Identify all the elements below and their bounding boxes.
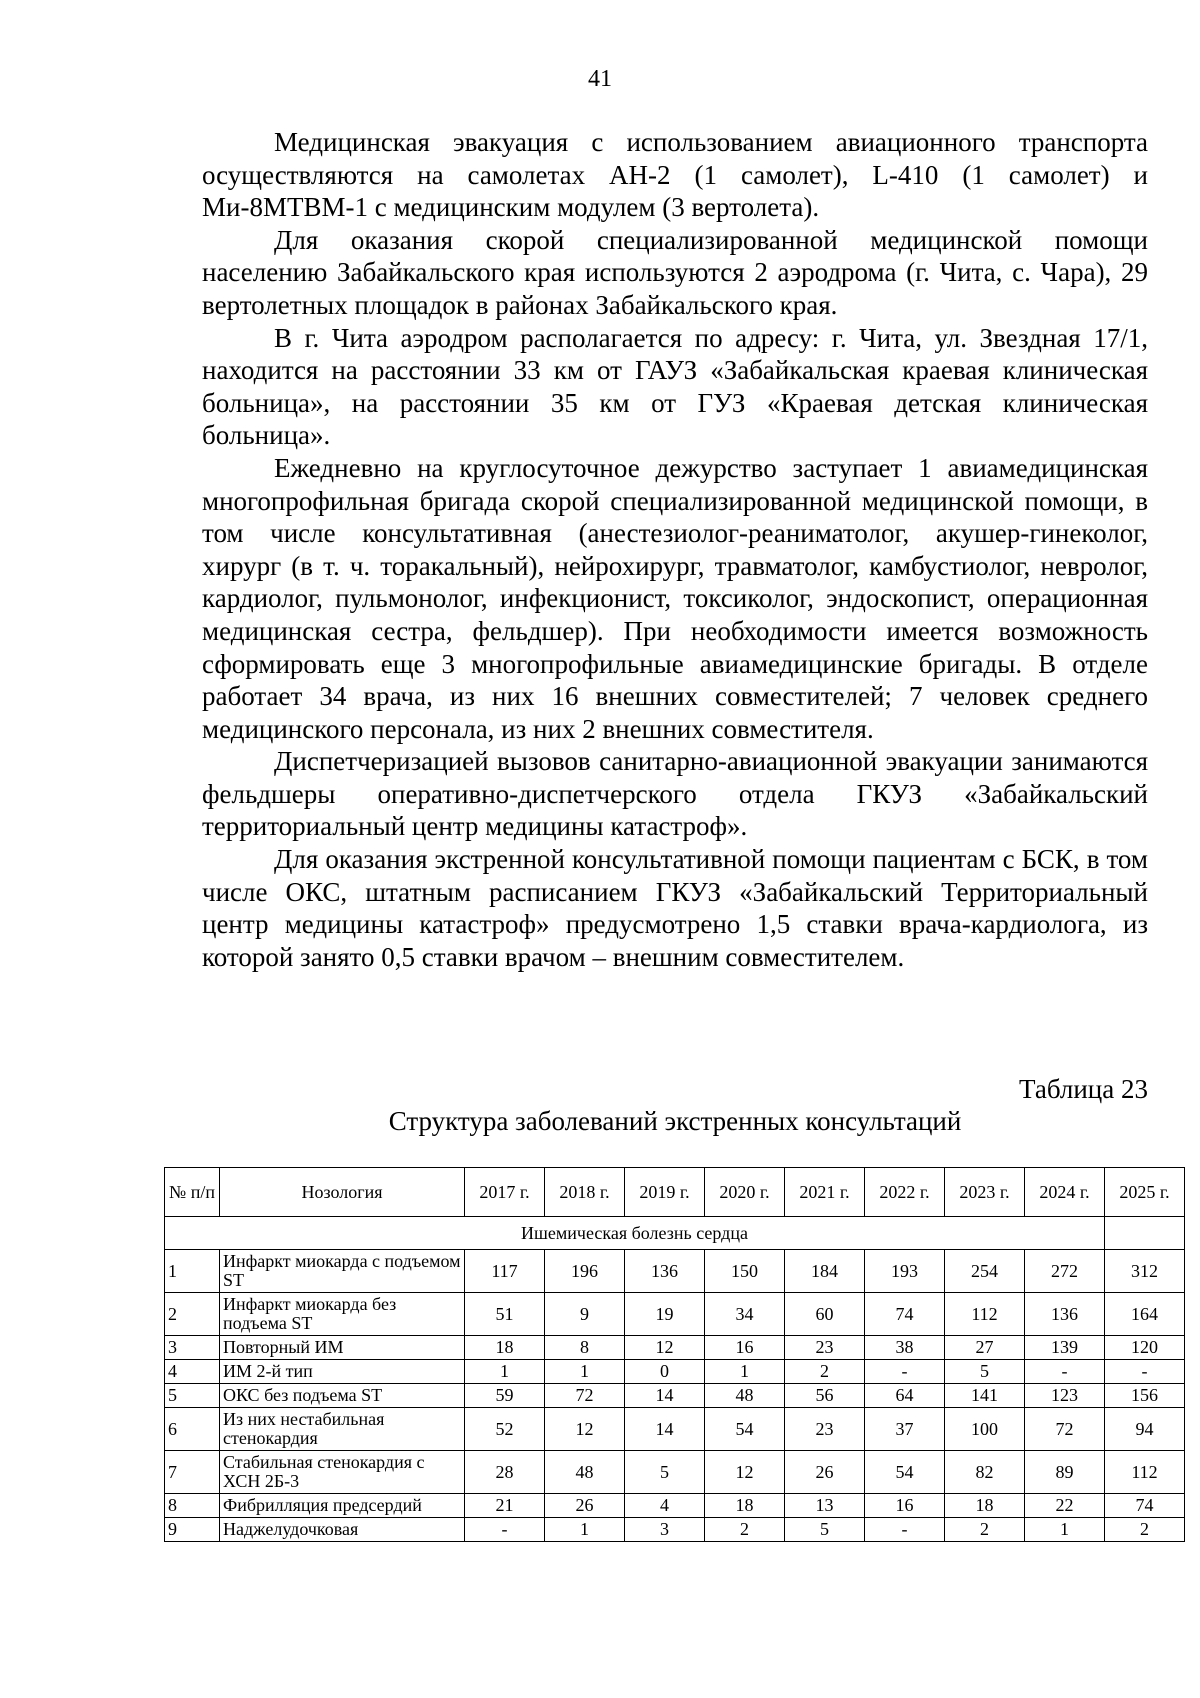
header-year: 2019 г. [625, 1168, 705, 1217]
row-value: 156 [1105, 1384, 1185, 1408]
row-value: 18 [705, 1494, 785, 1518]
row-number: 5 [165, 1384, 220, 1408]
header-year: 2018 г. [545, 1168, 625, 1217]
row-value: 28 [465, 1451, 545, 1494]
row-value: 48 [705, 1384, 785, 1408]
page-number: 41 [588, 66, 612, 92]
row-number: 9 [165, 1518, 220, 1542]
paragraph-2: Для оказания скорой специализированной медицинской помощи населению Забайкальского края используются 2 аэродрома (г. Чита, с. Чара), 29 вертолетных площадок в районах Забайкальского края. [202, 224, 1148, 320]
row-nosology: Повторный ИМ [220, 1336, 465, 1360]
row-value: 2 [785, 1360, 865, 1384]
row-value: 74 [1105, 1494, 1185, 1518]
row-value: 48 [545, 1451, 625, 1494]
row-value: 141 [945, 1384, 1025, 1408]
section-empty-cell [1105, 1217, 1185, 1250]
row-value: 1 [545, 1360, 625, 1384]
row-number: 7 [165, 1451, 220, 1494]
row-value: 34 [705, 1293, 785, 1336]
paragraph-4: Ежедневно на круглосуточное дежурство заступает 1 авиамедицинская многопрофильная бригада скорой специализированной медицинской помощи, в том числе консультативная (анестезиолог-реаниматолог, акушер-гинеколог, хирург (в т. ч. торакальный), нейрохирург, травматолог, камбустиолог, невролог, кардиолог, пульмонолог, инфекционист, токсиколог, эндоскопист, операционная медицинская сестра, фельдшер). При необходимости имеется возможность сформировать еще 3 многопрофильные авиамедицинские бригады. В отделе работает 34 врача, из них 16 внешних совместителей; 7 человек среднего медицинского персонала, из них 2 внешних совместителя. [202, 452, 1148, 744]
row-value: - [865, 1518, 945, 1542]
row-value: - [865, 1360, 945, 1384]
row-value: 23 [785, 1408, 865, 1451]
row-number: 8 [165, 1494, 220, 1518]
header-year: 2017 г. [465, 1168, 545, 1217]
table-row [165, 1494, 1185, 1518]
row-value: 54 [865, 1451, 945, 1494]
table-header-row [165, 1168, 1185, 1217]
row-value: 112 [945, 1293, 1025, 1336]
row-value: 100 [945, 1408, 1025, 1451]
row-value: 72 [1025, 1408, 1105, 1451]
row-value: 38 [865, 1336, 945, 1360]
row-value: 0 [625, 1360, 705, 1384]
header-year: 2021 г. [785, 1168, 865, 1217]
row-value: 59 [465, 1384, 545, 1408]
row-value: 60 [785, 1293, 865, 1336]
row-value: 27 [945, 1336, 1025, 1360]
table-row [165, 1384, 1185, 1408]
row-nosology: Стабильная стенокардия с ХСН 2Б-3 [220, 1451, 465, 1494]
row-value: 14 [625, 1408, 705, 1451]
row-value: 16 [865, 1494, 945, 1518]
table-row [165, 1293, 1185, 1336]
row-value: 9 [545, 1293, 625, 1336]
row-value: 52 [465, 1408, 545, 1451]
row-value: 8 [545, 1336, 625, 1360]
body-text [202, 126, 1148, 973]
row-value: 2 [1105, 1518, 1185, 1542]
row-number: 1 [165, 1250, 220, 1293]
row-value: 1 [705, 1360, 785, 1384]
row-nosology: Наджелудочковая [220, 1518, 465, 1542]
paragraph-1: Медицинская эвакуация с использованием авиационного транспорта осуществляются на самолетах АН-2 (1 самолет), L-410 (1 самолет) и Ми-8МТВМ-1 с медицинским модулем (3 вертолета). [202, 127, 1148, 223]
row-value: 5 [945, 1360, 1025, 1384]
table-row [165, 1408, 1185, 1451]
row-value: 1 [545, 1518, 625, 1542]
table-row [165, 1451, 1185, 1494]
table-row [165, 1518, 1185, 1542]
header-name: Нозология [220, 1168, 465, 1217]
row-nosology: Инфаркт миокарда без подъема ST [220, 1293, 465, 1336]
header-year: 2020 г. [705, 1168, 785, 1217]
row-value: 1 [465, 1360, 545, 1384]
header-year: 2022 г. [865, 1168, 945, 1217]
row-value: 26 [785, 1451, 865, 1494]
paragraph-6: Для оказания экстренной консультативной помощи пациентам с БСК, в том числе ОКС, штатным расписанием ГКУЗ «Забайкальский Территориальный центр медицины катастроф» предусмотрено 1,5 ставки врача-кардиолога, из которой занято 0,5 ставки врачом – внешним совместителем. [202, 844, 1148, 972]
paragraph-3: В г. Чита аэродром располагается по адресу: г. Чита, ул. Звездная 17/1, находится на расстоянии 33 км от ГАУЗ «Забайкальская краевая клиническая больница», на расстоянии 35 км от ГУЗ «Краевая детская клиническая больница». [202, 322, 1148, 451]
row-value: 2 [945, 1518, 1025, 1542]
table-caption-number: Таблица 23 [1019, 1074, 1148, 1104]
header-year: 2024 г. [1025, 1168, 1105, 1217]
row-value: 1 [1025, 1518, 1105, 1542]
row-value: 13 [785, 1494, 865, 1518]
header-year: 2023 г. [945, 1168, 1025, 1217]
paragraph-5: Диспетчеризацией вызовов санитарно-авиационной эвакуации занимаются фельдшеры оперативно-диспетчерского отдела ГКУЗ «Забайкальский территориальный центр медицины катастроф». [202, 746, 1148, 842]
row-value: 184 [785, 1250, 865, 1293]
row-value: 136 [1025, 1293, 1105, 1336]
row-value: 112 [1105, 1451, 1185, 1494]
row-value: 51 [465, 1293, 545, 1336]
row-value: 72 [545, 1384, 625, 1408]
row-value: 16 [705, 1336, 785, 1360]
row-number: 6 [165, 1408, 220, 1451]
row-value: 117 [465, 1250, 545, 1293]
row-value: 18 [945, 1494, 1025, 1518]
header-num: № п/п [165, 1168, 220, 1217]
row-value: 56 [785, 1384, 865, 1408]
row-value: 3 [625, 1518, 705, 1542]
header-year: 2025 г. [1105, 1168, 1185, 1217]
row-value: 19 [625, 1293, 705, 1336]
table-row [165, 1360, 1185, 1384]
row-value: 136 [625, 1250, 705, 1293]
row-nosology: ОКС без подъема ST [220, 1384, 465, 1408]
row-value: 193 [865, 1250, 945, 1293]
row-value: 196 [545, 1250, 625, 1293]
row-value: 22 [1025, 1494, 1105, 1518]
row-value: 18 [465, 1336, 545, 1360]
row-nosology: ИМ 2-й тип [220, 1360, 465, 1384]
row-value: 74 [865, 1293, 945, 1336]
row-nosology: Фибрилляция предсердий [220, 1494, 465, 1518]
row-value: 272 [1025, 1250, 1105, 1293]
table-row [165, 1336, 1185, 1360]
row-value: 254 [945, 1250, 1025, 1293]
row-value: 123 [1025, 1384, 1105, 1408]
row-number: 2 [165, 1293, 220, 1336]
row-nosology: Из них нестабильная стенокардия [220, 1408, 465, 1451]
row-value: 54 [705, 1408, 785, 1451]
row-value: 37 [865, 1408, 945, 1451]
row-value: 12 [625, 1336, 705, 1360]
row-value: 23 [785, 1336, 865, 1360]
row-value: 139 [1025, 1336, 1105, 1360]
row-value: 4 [625, 1494, 705, 1518]
row-value: 21 [465, 1494, 545, 1518]
disease-structure-table [164, 1167, 1185, 1542]
row-number: 4 [165, 1360, 220, 1384]
row-value: 5 [785, 1518, 865, 1542]
row-value: 164 [1105, 1293, 1185, 1336]
row-value: - [465, 1518, 545, 1542]
row-value: 2 [705, 1518, 785, 1542]
row-value: 312 [1105, 1250, 1185, 1293]
row-value: 82 [945, 1451, 1025, 1494]
table-row [165, 1250, 1185, 1293]
row-value: 5 [625, 1451, 705, 1494]
row-value: 64 [865, 1384, 945, 1408]
row-value: 12 [545, 1408, 625, 1451]
row-value: - [1105, 1360, 1185, 1384]
row-number: 3 [165, 1336, 220, 1360]
row-value: 150 [705, 1250, 785, 1293]
row-value: - [1025, 1360, 1105, 1384]
section-title: Ишемическая болезнь сердца [165, 1217, 1105, 1250]
row-nosology: Инфаркт миокарда с подъемом ST [220, 1250, 465, 1293]
row-value: 26 [545, 1494, 625, 1518]
table-caption-title: Структура заболеваний экстренных консультаций [388, 1106, 962, 1136]
row-value: 89 [1025, 1451, 1105, 1494]
row-value: 94 [1105, 1408, 1185, 1451]
row-value: 14 [625, 1384, 705, 1408]
row-value: 12 [705, 1451, 785, 1494]
row-value: 120 [1105, 1336, 1185, 1360]
section-row [165, 1217, 1185, 1250]
